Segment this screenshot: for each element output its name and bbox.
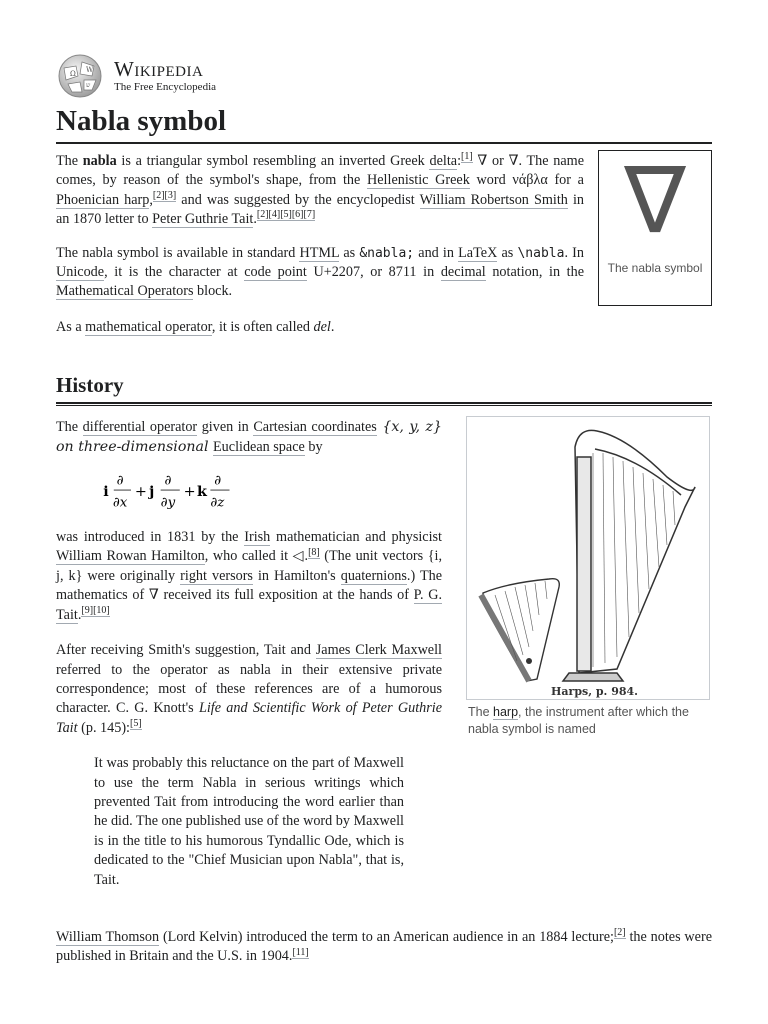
link-decimal[interactable]: decimal	[440, 264, 486, 281]
formula-dz: ∂z	[210, 495, 225, 511]
link-cartesian-coordinates[interactable]: Cartesian coordinates	[253, 419, 377, 436]
link-william-rowan-hamilton[interactable]: William Rowan Hamilton	[56, 548, 205, 565]
ref-2b[interactable]: [2]	[613, 927, 626, 939]
ref-8[interactable]: [8]	[308, 546, 320, 558]
formula-i: i	[103, 483, 109, 500]
link-code-point[interactable]: code point	[244, 264, 307, 281]
history-paragraph-2: After receiving Smith's suggestion, Tait and James Clerk Maxwell referred to the operator as nabla in their extensive private correspondence; most of these references are of a humorous character. C. G. Knott's Life and Scientific Work of Peter Guthrie Tait (p. 145):[5]	[56, 642, 442, 736]
formula-num-1: ∂	[116, 473, 124, 489]
ref-2-7[interactable]: [2][4][5][6][7]	[256, 209, 316, 221]
link-mathematical-operators[interactable]: Mathematical Operators	[56, 283, 194, 300]
infobox-caption: The nabla symbol	[607, 261, 703, 275]
link-irish[interactable]: Irish	[244, 529, 271, 546]
link-html[interactable]: HTML	[299, 244, 340, 261]
article	[56, 52, 712, 967]
svg-text:W: W	[86, 66, 94, 74]
ref-11[interactable]: [11]	[292, 946, 309, 958]
link-pg-tait[interactable]: P. G. Tait	[56, 587, 442, 623]
svg-text:Ω: Ω	[70, 70, 76, 78]
infobox	[598, 147, 712, 306]
link-right-versors[interactable]: right versors	[180, 567, 253, 584]
harp-figure[interactable]	[466, 416, 710, 700]
globe-icon	[56, 54, 104, 98]
knott-quote: It was probably this reluctance on the part of Maxwell to use the term Nabla in serious writings which prevented Tait from introducing the word earlier than he did. The one published use of the word by Maxwell is in the title to his humorous Tyndallic Ode, which is dedicated to the "Chief Musician upon Nabla", that is, Tait.	[94, 755, 404, 888]
link-mathematical-operator[interactable]: mathematical operator	[85, 318, 212, 335]
link-quaternions[interactable]: quaternions	[340, 567, 407, 584]
link-hellenistic-greek[interactable]: Hellenistic Greek	[367, 172, 470, 189]
wordmark: Wikipedia	[114, 57, 204, 81]
formula-plus-2: +	[183, 483, 196, 500]
ref-5[interactable]: [5]	[130, 717, 142, 729]
link-unicode[interactable]: Unicode	[56, 264, 105, 281]
formula-num-3: ∂	[214, 473, 222, 489]
formula-plus-1: +	[134, 483, 147, 500]
nabla-image: ∇	[624, 147, 686, 254]
history-paragraph-1b: was introduced in 1831 by the Irish mathematician and physicist William Rowan Hamilton, who called it ◁.[8] (The unit vectors {i, j, k} were originally right versors in Hamilton's quaternions.) The mathematics of ∇ received its full exposition at the hands of P. G. Tait.[9][10]	[56, 529, 443, 623]
formula-dy: ∂y	[160, 495, 176, 511]
page-title: Nabla symbol	[56, 104, 712, 144]
history-paragraph-3: William Thomson (Lord Kelvin) introduced the term to an American audience in an 1884 lecture;[2] the notes were published in Britain and the U.S. in 1904.[11]	[56, 927, 712, 965]
link-harp[interactable]: harp	[493, 705, 519, 719]
harp-caption: The harp, the instrument after which the nabla symbol is named	[468, 705, 689, 736]
formula-num-2: ∂	[164, 473, 172, 489]
link-phoenician-harp[interactable]: Phoenician harp	[56, 191, 150, 208]
link-euclidean-space[interactable]: Euclidean space	[213, 438, 305, 455]
link-james-clerk-maxwell[interactable]: James Clerk Maxwell	[315, 642, 442, 659]
del-formula	[100, 469, 250, 513]
link-differential-operator[interactable]: differential operator	[82, 419, 198, 436]
formula-dx: ∂x	[112, 495, 128, 511]
ref-2-3[interactable]: [2][3]	[152, 190, 177, 202]
harp-illustration	[467, 417, 709, 699]
harp-image-label: Harps, p. 984.	[551, 685, 639, 698]
formula-j: j	[149, 483, 155, 500]
ref-9-10[interactable]: [9][10]	[81, 604, 110, 616]
link-latex[interactable]: LaTeX	[458, 244, 498, 261]
ref-1[interactable]: [1]	[461, 151, 473, 163]
link-peter-guthrie-tait[interactable]: Peter Guthrie Tait	[152, 211, 254, 228]
history-heading: History	[56, 371, 712, 404]
tagline: The Free Encyclopedia	[114, 81, 217, 93]
history-paragraph-1a: The differential operator given in Cartesian coordinates {x, y, z} on three-dimensional Euclidean space by	[56, 419, 442, 455]
link-delta[interactable]: delta	[429, 153, 458, 169]
intro-paragraph-1: The nabla is a triangular symbol resembling an inverted Greek delta:[1] ∇ or ∇. The name comes, by reason of the symbol's shape, from the Hellenistic Greek word νάβλα for a Phoenician harp,[2][3] and was suggested by the encyclopedist William Robertson Smith in an 1870 letter to Peter Guthrie Tait.[2][4][5][6][7]	[56, 151, 585, 228]
svg-text:ש: ש	[86, 82, 91, 89]
link-william-robertson-smith[interactable]: William Robertson Smith	[419, 191, 568, 208]
intro-paragraph-3: As a mathematical operator, it is often called del.	[56, 318, 335, 335]
wikipedia-logo[interactable]	[56, 52, 712, 100]
formula-k: k	[197, 483, 207, 500]
link-william-thomson[interactable]: William Thomson	[56, 928, 160, 945]
intro-paragraph-2: The nabla symbol is available in standard HTML as &nabla; and in LaTeX as \nabla. In Unicode, it is the character at code point U+2207, or 8711 in decimal notation, in the Mathematical Operators block.	[56, 244, 584, 300]
